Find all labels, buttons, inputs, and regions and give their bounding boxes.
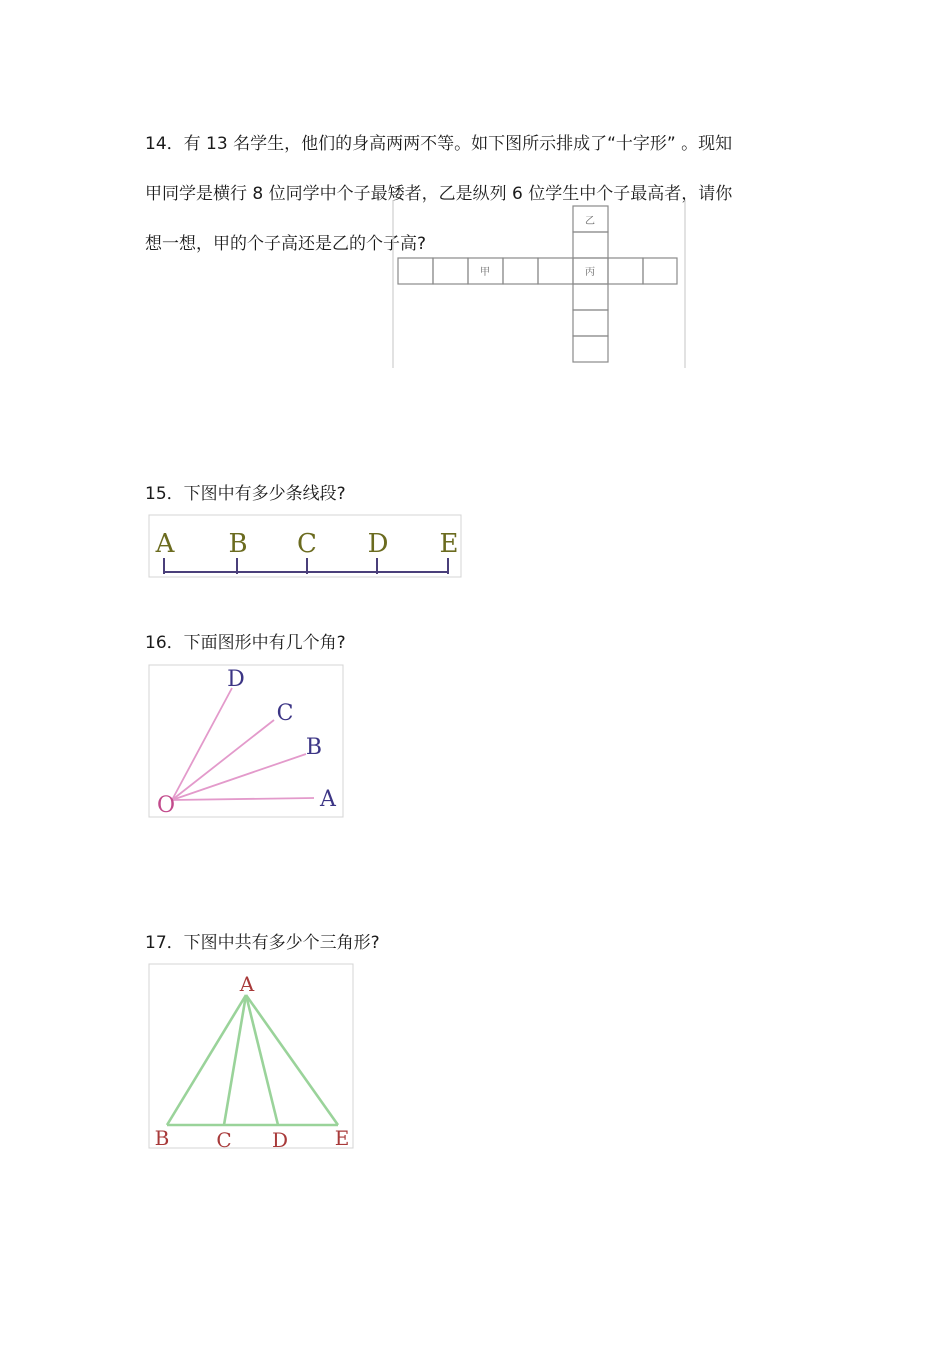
ray-oc bbox=[172, 720, 274, 800]
triangle-figure bbox=[148, 963, 356, 1149]
vertex-e-label: E bbox=[334, 1126, 350, 1149]
ray-oa bbox=[172, 798, 314, 800]
row-cell-8 bbox=[643, 258, 677, 284]
point-a-label: A bbox=[320, 787, 336, 812]
vertex-a-label: A bbox=[239, 972, 255, 996]
label-jia: 甲 bbox=[480, 267, 490, 278]
row-cell-2 bbox=[433, 258, 468, 284]
row-cell-5 bbox=[538, 258, 573, 284]
q14-text-line2: 甲同学是横行 8 位同学中个子最矮者，乙是纵列 6 位学生中个子最高者，请你 bbox=[145, 184, 733, 204]
point-c-label: C bbox=[276, 701, 294, 726]
col-cell-4 bbox=[573, 284, 608, 310]
point-d-label: D bbox=[227, 667, 245, 692]
vertex-b-label: B bbox=[154, 1126, 170, 1149]
point-o-label: O bbox=[156, 793, 176, 818]
row-cell-7 bbox=[608, 258, 643, 284]
vertex-c-label: C bbox=[216, 1128, 232, 1149]
col-cell-6 bbox=[573, 336, 608, 362]
q14-text-line3: 想一想，甲的个子高还是乙的个子高? bbox=[145, 234, 427, 254]
point-b-label: B bbox=[305, 735, 323, 760]
point-e-label: E bbox=[439, 529, 459, 559]
col-cell-2 bbox=[573, 232, 608, 258]
q14-text-line1: 14．有 13 名学生，他们的身高两两不等。如下图所示排成了“十字形” 。现知 bbox=[145, 134, 733, 154]
edge-ae bbox=[246, 995, 338, 1125]
row-cell-1 bbox=[398, 258, 433, 284]
edge-ad bbox=[246, 995, 278, 1125]
col-cell-5 bbox=[573, 310, 608, 336]
point-b-label: B bbox=[228, 529, 248, 559]
vertex-d-label: D bbox=[271, 1128, 289, 1149]
cross-formation-figure bbox=[392, 200, 688, 368]
angle-rays-figure bbox=[148, 664, 346, 818]
line-segment-figure bbox=[148, 514, 464, 578]
row-cell-4 bbox=[503, 258, 538, 284]
q15-text: 15．下图中有多少条线段? bbox=[145, 484, 346, 504]
point-a-label: A bbox=[155, 529, 175, 559]
point-d-label: D bbox=[367, 529, 389, 559]
q17-text: 17．下图中共有多少个三角形? bbox=[145, 933, 380, 953]
label-yi: 乙 bbox=[585, 216, 595, 227]
label-bing: 丙 bbox=[585, 267, 595, 278]
point-c-label: C bbox=[297, 529, 317, 559]
q16-text: 16．下面图形中有几个角? bbox=[145, 633, 346, 653]
